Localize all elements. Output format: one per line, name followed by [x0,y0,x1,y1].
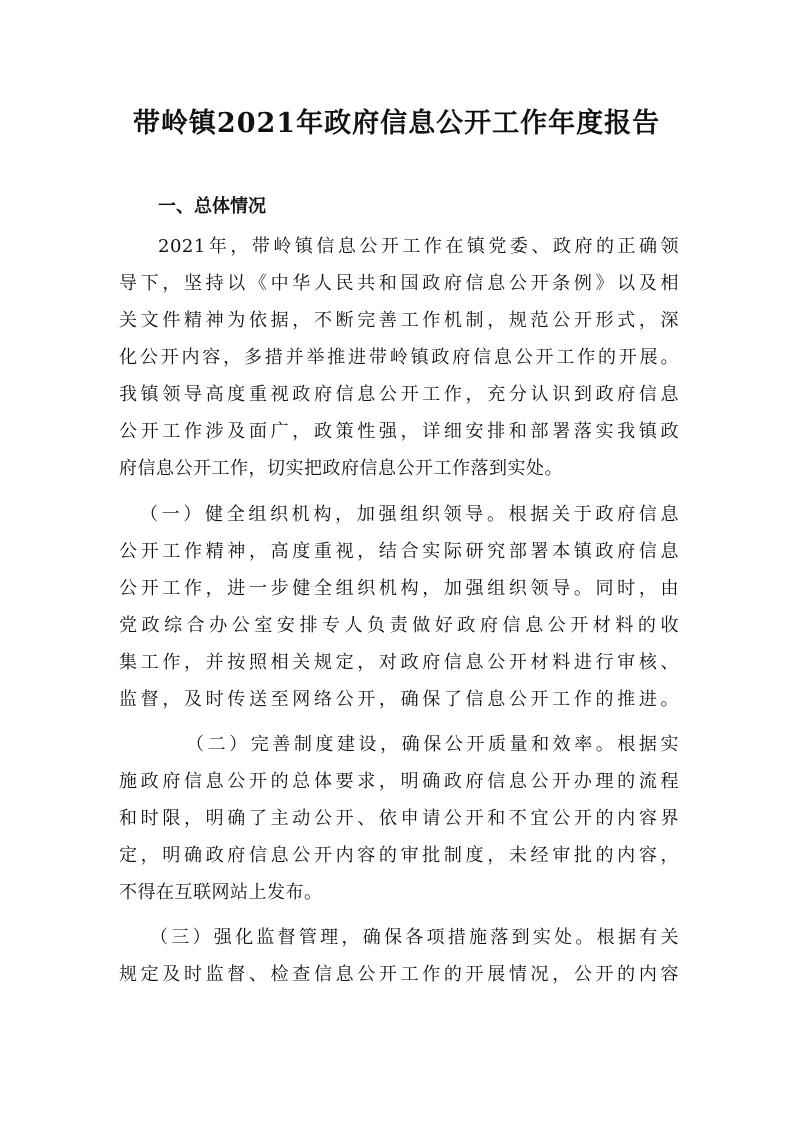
text-line: 监督，及时传送至网络公开，确保了信息公开工作的推进。 [119,689,679,710]
text-line: 导下，坚持以《中华人民共和国政府信息公开条例》以及相 [119,273,679,294]
text-line: 定，明确政府信息公开内容的审批制度，未经审批的内容， [119,845,679,866]
text-line: 化公开内容，多措并举推进带岭镇政府信息公开工作的开展。 [119,347,679,368]
text-line: 公开工作精神，高度重视，结合实际研究部署本镇政府信息 [119,541,679,562]
section-heading: 一、总体情况 [158,196,266,217]
text-line: （一）健全组织机构，加强组织领导。根据关于政府信息 [140,504,679,525]
text-line: 府信息公开工作，切实把政府信息公开工作落到实处。 [119,458,563,479]
text-line: 关文件精神为依据，不断完善工作机制，规范公开形式，深 [119,310,679,331]
text-line: 和时限，明确了主动公开、依申请公开和不宜公开的内容界 [119,808,679,829]
text-line: 公开工作涉及面广，政策性强，详细安排和部署落实我镇政 [119,421,679,442]
text-line: 党政综合办公室安排专人负责做好政府信息公开材料的收 [119,615,679,636]
text-line: 公开工作，进一步健全组织机构，加强组织领导。同时，由 [119,578,679,599]
page-title: 带岭镇2021年政府信息公开工作年度报告 [132,108,661,139]
text-line: （二）完善制度建设，确保公开质量和效率。根据实 [186,734,679,755]
text-line: 集工作，并按照相关规定，对政府信息公开材料进行审核、 [119,652,679,673]
text-line: 我镇领导高度重视政府信息公开工作，充分认识到政府信息 [119,384,679,405]
text-line: 规定及时监督、检查信息公开工作的开展情况，公开的内容 [119,964,679,985]
text-line: 施政府信息公开的总体要求，明确政府信息公开办理的流程 [119,771,679,792]
text-line: （三）强化监督管理，确保各项措施落到实处。根据有关 [150,927,679,948]
text-line: 不得在互联网站上发布。 [119,882,323,903]
text-line: 2021年，带岭镇信息公开工作在镇党委、政府的正确领 [158,236,679,257]
